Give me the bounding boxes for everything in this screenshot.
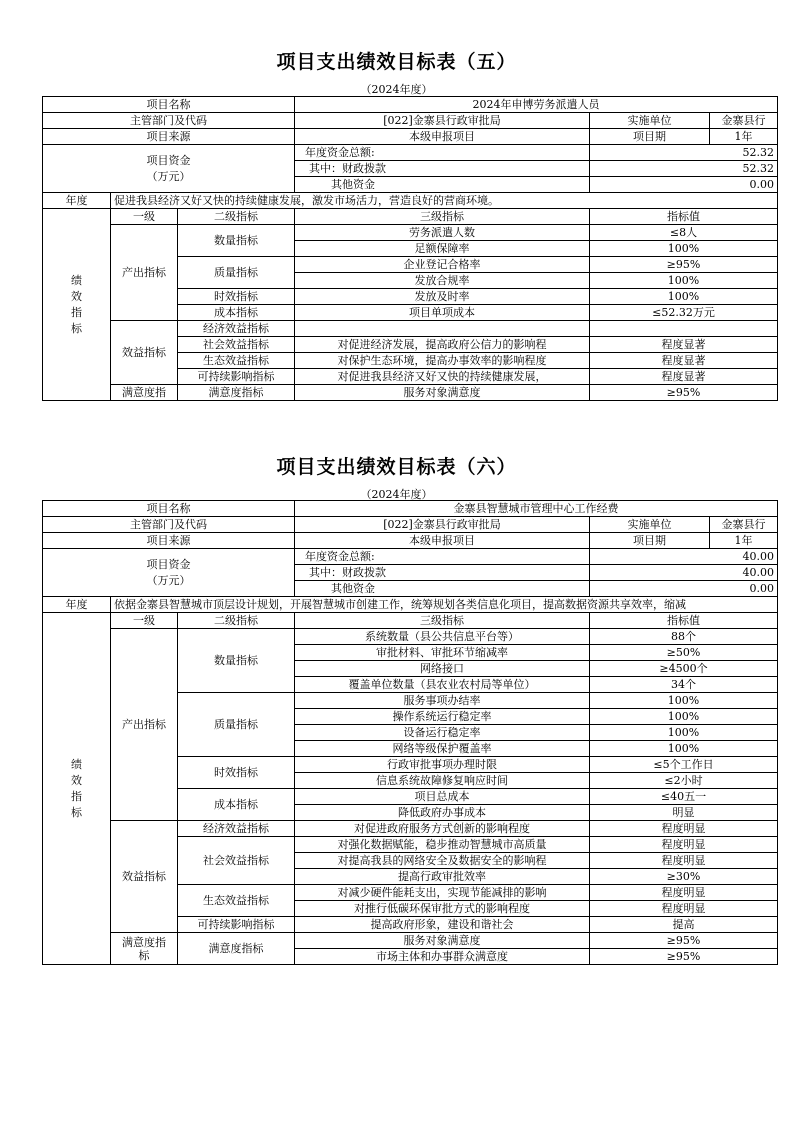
table5 xyxy=(42,96,778,401)
header-level3: 三级指标 xyxy=(295,613,590,629)
label-other: 其他资金 xyxy=(295,581,590,597)
level2-quality: 质量指标 xyxy=(178,693,295,757)
indicator: 行政审批事项办理时限 xyxy=(295,757,590,773)
indicator: 提高政府形象，建设和谐社会 xyxy=(295,917,590,933)
indicator-value: ≤8人 xyxy=(590,225,778,241)
table6-year: （2024年度） xyxy=(360,488,433,501)
fiscal-funds: 52.32 xyxy=(590,161,778,177)
indicator: 发放及时率 xyxy=(295,289,590,305)
indicator-value: 明显 xyxy=(590,805,778,821)
indicator-value: 程度显著 xyxy=(590,337,778,353)
indicator-value: 程度显著 xyxy=(590,353,778,369)
label-total: 年度资金总额: xyxy=(295,145,590,161)
indicator: 劳务派遣人数 xyxy=(295,225,590,241)
label-impl-unit: 实施单位 xyxy=(590,517,710,533)
fiscal-funds: 40.00 xyxy=(590,565,778,581)
label-fiscal: 其中：财政拨款 xyxy=(295,565,590,581)
label-other: 其他资金 xyxy=(295,177,590,193)
label-dept: 主管部门及代码 xyxy=(43,517,295,533)
indicator: 足额保障率 xyxy=(295,241,590,257)
indicator: 信息系统故障修复响应时间 xyxy=(295,773,590,789)
project-source: 本级申报项目 xyxy=(295,129,590,145)
indicator-value: 程度明显 xyxy=(590,853,778,869)
label-source: 项目来源 xyxy=(43,533,295,549)
indicator-value: 提高 xyxy=(590,917,778,933)
label-funds: 项目资金 （万元） xyxy=(43,549,295,597)
indicator-value: 100% xyxy=(590,741,778,757)
level1-satisfaction: 满意度指 xyxy=(111,385,178,401)
indicator: 降低政府办事成本 xyxy=(295,805,590,821)
label-dept: 主管部门及代码 xyxy=(43,113,295,129)
level1-output: 产出指标 xyxy=(111,225,178,321)
label-fiscal: 其中：财政拨款 xyxy=(295,161,590,177)
other-funds: 0.00 xyxy=(590,581,778,597)
level2-econ: 经济效益指标 xyxy=(178,821,295,837)
level2-quantity: 数量指标 xyxy=(178,225,295,257)
indicator-value: 100% xyxy=(590,289,778,305)
indicator-value: 程度明显 xyxy=(590,885,778,901)
table6 xyxy=(42,500,778,965)
indicator-value: ≥4500个 xyxy=(590,661,778,677)
label-funds: 项目资金 （万元） xyxy=(43,145,295,193)
dept-code: [022]金寨县行政审批局 xyxy=(295,517,590,533)
level2-quantity: 数量指标 xyxy=(178,629,295,693)
header-level2: 二级指标 xyxy=(178,209,295,225)
indicator: 设备运行稳定率 xyxy=(295,725,590,741)
indicator-value: 程度明显 xyxy=(590,837,778,853)
indicator: 网络接口 xyxy=(295,661,590,677)
indicator-value: 程度明显 xyxy=(590,901,778,917)
indicator: 对促进经济发展，提高政府公信力的影响程 xyxy=(295,337,590,353)
indicator-value: ≤2小时 xyxy=(590,773,778,789)
label-annual-goal: 年度 xyxy=(43,193,111,209)
level2-eco: 生态效益指标 xyxy=(178,353,295,369)
impl-unit: 金寨县行 xyxy=(710,113,778,129)
indicator xyxy=(295,321,590,337)
indicator-value: 100% xyxy=(590,241,778,257)
indicator-value: 程度明显 xyxy=(590,821,778,837)
indicator: 系统数量（县公共信息平台等） xyxy=(295,629,590,645)
indicator: 项目单项成本 xyxy=(295,305,590,321)
indicator-value: ≥50% xyxy=(590,645,778,661)
indicator-value: 100% xyxy=(590,693,778,709)
level2-time: 时效指标 xyxy=(178,289,295,305)
indicator: 服务事项办结率 xyxy=(295,693,590,709)
level1-benefit: 效益指标 xyxy=(111,321,178,385)
total-funds: 40.00 xyxy=(590,549,778,565)
indicator-value: 88个 xyxy=(590,629,778,645)
level2-social: 社会效益指标 xyxy=(178,337,295,353)
level2-time: 时效指标 xyxy=(178,757,295,789)
indicator: 网络等级保护覆盖率 xyxy=(295,741,590,757)
indicator: 市场主体和办事群众满意度 xyxy=(295,949,590,965)
indicator-value: 100% xyxy=(590,273,778,289)
level2-econ: 经济效益指标 xyxy=(178,321,295,337)
project-name: 金寨县智慧城市管理中心工作经费 xyxy=(295,501,778,517)
table5-title: 项目支出绩效目标表（五） xyxy=(276,51,517,73)
header-level3: 三级指标 xyxy=(295,209,590,225)
indicator: 对减少硬件能耗支出，实现节能减排的影响 xyxy=(295,885,590,901)
label-performance: 绩 效 指 标 xyxy=(43,613,111,965)
indicator-value: 程度显著 xyxy=(590,369,778,385)
indicator-value: ≤52.32万元 xyxy=(590,305,778,321)
table5-year: （2024年度） xyxy=(360,83,433,96)
total-funds: 52.32 xyxy=(590,145,778,161)
indicator-value: ≥30% xyxy=(590,869,778,885)
project-period: 1年 xyxy=(710,129,778,145)
indicator-value: 34个 xyxy=(590,677,778,693)
level2-sat: 满意度指标 xyxy=(178,933,295,965)
project-source: 本级申报项目 xyxy=(295,533,590,549)
dept-code: [022]金寨县行政审批局 xyxy=(295,113,590,129)
indicator-value: ≥95% xyxy=(590,385,778,401)
level2-social: 社会效益指标 xyxy=(178,837,295,885)
indicator: 覆盖单位数量（县农业农村局等单位） xyxy=(295,677,590,693)
level1-benefit: 效益指标 xyxy=(111,821,178,933)
indicator: 发放合规率 xyxy=(295,273,590,289)
indicator-value: ≤40五一 xyxy=(590,789,778,805)
level2-sat: 满意度指标 xyxy=(178,385,295,401)
header-level1: 一级 xyxy=(111,613,178,629)
indicator: 对提高我县的网络安全及数据安全的影响程 xyxy=(295,853,590,869)
annual-goal: 依据金寨县智慧城市顶层设计规划，开展智慧城市创建工作，统筹规划各类信息化项目，提高数据资源共享效率，缩减 xyxy=(111,597,778,613)
header-value: 指标值 xyxy=(590,613,778,629)
indicator-value: 100% xyxy=(590,709,778,725)
label-impl-unit: 实施单位 xyxy=(590,113,710,129)
header-value: 指标值 xyxy=(590,209,778,225)
indicator: 企业登记合格率 xyxy=(295,257,590,273)
indicator: 操作系统运行稳定率 xyxy=(295,709,590,725)
indicator: 对促进我县经济又好又快的持续健康发展， xyxy=(295,369,590,385)
indicator-value xyxy=(590,321,778,337)
project-period: 1年 xyxy=(710,533,778,549)
indicator: 对推行低碳环保审批方式的影响程度 xyxy=(295,901,590,917)
label-total: 年度资金总额: xyxy=(295,549,590,565)
level2-cost: 成本指标 xyxy=(178,305,295,321)
indicator-value: 100% xyxy=(590,725,778,741)
indicator: 服务对象满意度 xyxy=(295,933,590,949)
level2-eco: 生态效益指标 xyxy=(178,885,295,917)
level2-quality: 质量指标 xyxy=(178,257,295,289)
table6-title: 项目支出绩效目标表（六） xyxy=(276,456,517,478)
indicator-value: ≤5个工作日 xyxy=(590,757,778,773)
indicator: 对强化数据赋能，稳步推动智慧城市高质量 xyxy=(295,837,590,853)
label-annual-goal: 年度 xyxy=(43,597,111,613)
impl-unit: 金寨县行 xyxy=(710,517,778,533)
level1-satisfaction: 满意度指 标 xyxy=(111,933,178,965)
label-source: 项目来源 xyxy=(43,129,295,145)
annual-goal: 促进我县经济又好又快的持续健康发展，激发市场活力，营造良好的营商环境。 xyxy=(111,193,778,209)
indicator: 对保护生态环境，提高办事效率的影响程度 xyxy=(295,353,590,369)
level1-output: 产出指标 xyxy=(111,629,178,821)
indicator: 提高行政审批效率 xyxy=(295,869,590,885)
label-project-name: 项目名称 xyxy=(43,97,295,113)
label-period: 项目期 xyxy=(590,129,710,145)
label-project-name: 项目名称 xyxy=(43,501,295,517)
indicator-value: ≥95% xyxy=(590,257,778,273)
indicator-value: ≥95% xyxy=(590,949,778,965)
header-level1: 一级 xyxy=(111,209,178,225)
indicator-value: ≥95% xyxy=(590,933,778,949)
indicator: 服务对象满意度 xyxy=(295,385,590,401)
level2-cost: 成本指标 xyxy=(178,789,295,821)
label-period: 项目期 xyxy=(590,533,710,549)
header-level2: 二级指标 xyxy=(178,613,295,629)
level2-sustain: 可持续影响指标 xyxy=(178,369,295,385)
label-performance: 绩 效 指 标 xyxy=(43,209,111,401)
indicator: 对促进政府服务方式创新的影响程度 xyxy=(295,821,590,837)
level2-sustain: 可持续影响指标 xyxy=(178,917,295,933)
indicator: 审批材料、审批环节缩减率 xyxy=(295,645,590,661)
project-name: 2024年申博劳务派遣人员 xyxy=(295,97,778,113)
other-funds: 0.00 xyxy=(590,177,778,193)
indicator: 项目总成本 xyxy=(295,789,590,805)
